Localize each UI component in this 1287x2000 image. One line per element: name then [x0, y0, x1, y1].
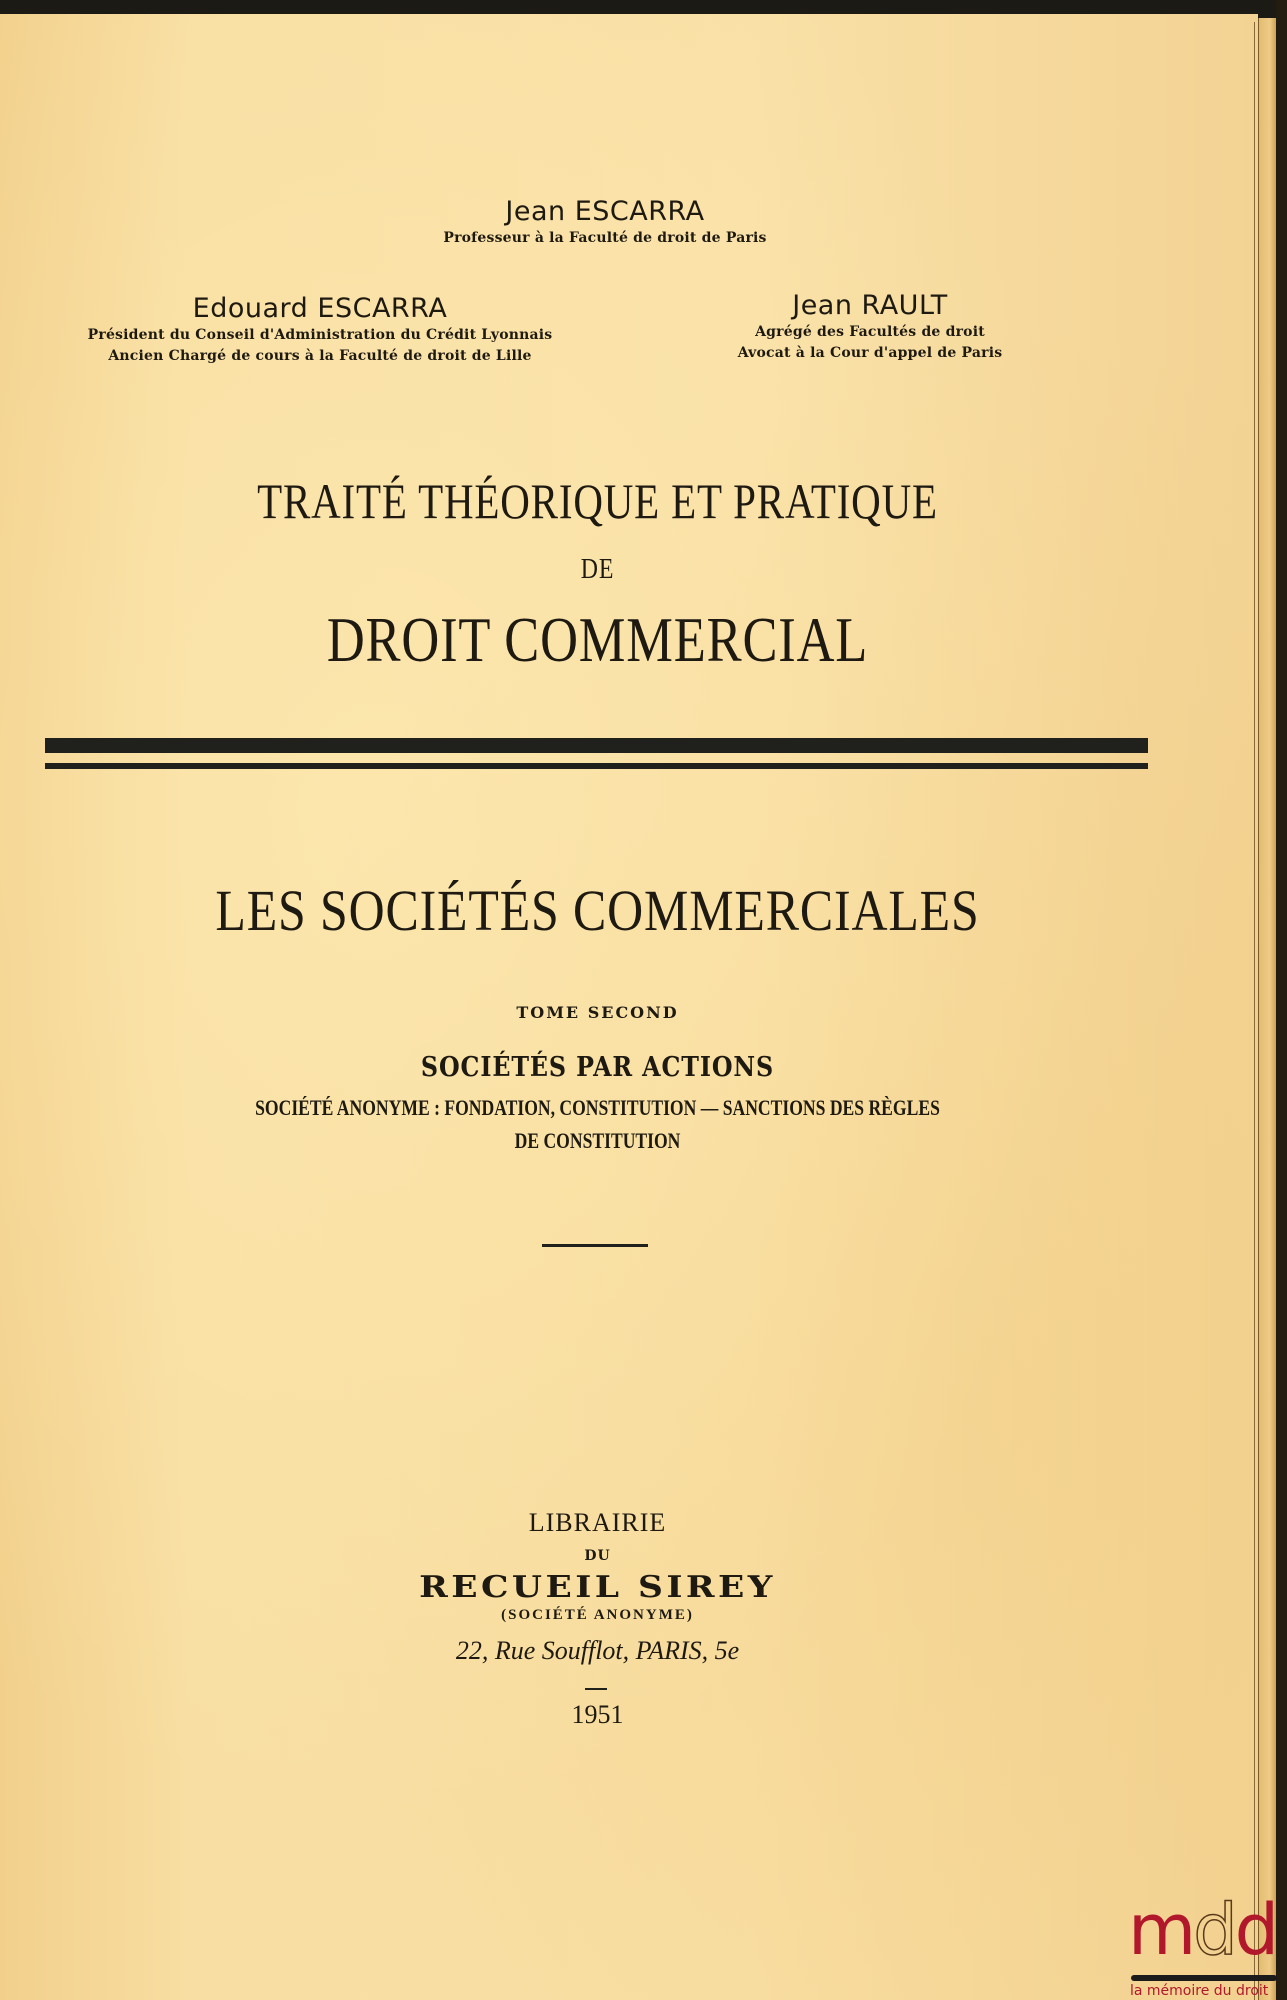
title-de-block	[0, 554, 1195, 586]
author-right-name: Jean RAULT	[792, 290, 948, 321]
publisher-name-block	[0, 1570, 1195, 1605]
subtitle-block	[0, 877, 1195, 944]
logo-bar	[1131, 1975, 1277, 1981]
author-left-role-2: Ancien Chargé de cours à la Faculté de droit de Lille	[108, 348, 532, 364]
author-left-role-1: Président du Conseil d'Administration du Crédit Lyonnais	[87, 327, 553, 343]
title-line-2: DE	[580, 554, 615, 585]
section-title: SOCIÉTÉS PAR ACTIONS	[420, 1052, 775, 1083]
logo-letter-m: m	[1128, 1889, 1194, 1971]
author-primary	[0, 196, 1210, 249]
section-block	[0, 1052, 1195, 1083]
publisher-dash	[585, 1688, 607, 1690]
description-line-2: DE CONSTITUTION	[514, 1128, 681, 1153]
logo-letter-d-outline: d	[1193, 1889, 1235, 1971]
scan-border	[1276, 0, 1287, 2000]
publisher-year-block	[0, 1700, 1195, 1730]
logo-letter-d: d	[1234, 1889, 1277, 1971]
publisher-legal-form: (SOCIÉTÉ ANONYME)	[501, 1607, 694, 1623]
mdd-logo	[1128, 1889, 1283, 2000]
volume-block	[0, 1003, 1195, 1022]
publisher-line-1: LIBRAIRIE	[528, 1508, 667, 1537]
title-droit-block	[0, 603, 1195, 677]
page-fold-line	[1254, 22, 1255, 2000]
title-line-3: DROIT COMMERCIAL	[326, 604, 869, 675]
author-left-name: Edouard ESCARRA	[192, 293, 448, 324]
title-block	[0, 472, 1195, 530]
publication-year: 1951	[571, 1700, 624, 1729]
publisher-name: RECUEIL SIREY	[419, 1570, 776, 1605]
description-block	[0, 1091, 1195, 1157]
author-right	[680, 290, 1060, 364]
subtitle-main: LES SOCIÉTÉS COMMERCIALES	[215, 878, 980, 943]
publisher-address: 22, Rue Soufflot, PARIS, 5e	[455, 1636, 740, 1665]
description-line-1: SOCIÉTÉ ANONYME : FONDATION, CONSTITUTION — SANCTIONS DES RÈGLES	[255, 1095, 940, 1120]
short-divider	[542, 1244, 648, 1247]
author-right-role-2: Avocat à la Cour d'appel de Paris	[737, 345, 1003, 361]
author-primary-name: Jean ESCARRA	[505, 196, 705, 227]
logo-tagline: la mémoire du droit	[1130, 1983, 1269, 1999]
volume-label: TOME SECOND	[516, 1003, 679, 1022]
author-right-role-1: Agrégé des Facultés de droit	[755, 324, 985, 340]
author-primary-role: Professeur à la Faculté de droit de Paris	[443, 230, 767, 246]
publisher-du-block	[0, 1548, 1195, 1564]
title-line-1: TRAITÉ THÉORIQUE ET PRATIQUE	[257, 473, 938, 529]
publisher-address-block	[0, 1636, 1195, 1666]
publisher-block	[0, 1508, 1195, 1538]
divider-thick	[45, 738, 1148, 753]
publisher-line-2: DU	[584, 1548, 611, 1564]
author-left	[40, 293, 600, 367]
publisher-legal-block	[0, 1607, 1195, 1624]
page-fold-strip	[1258, 18, 1277, 2000]
divider-thin	[45, 763, 1148, 769]
mdd-logo-letters	[1128, 1889, 1277, 1971]
